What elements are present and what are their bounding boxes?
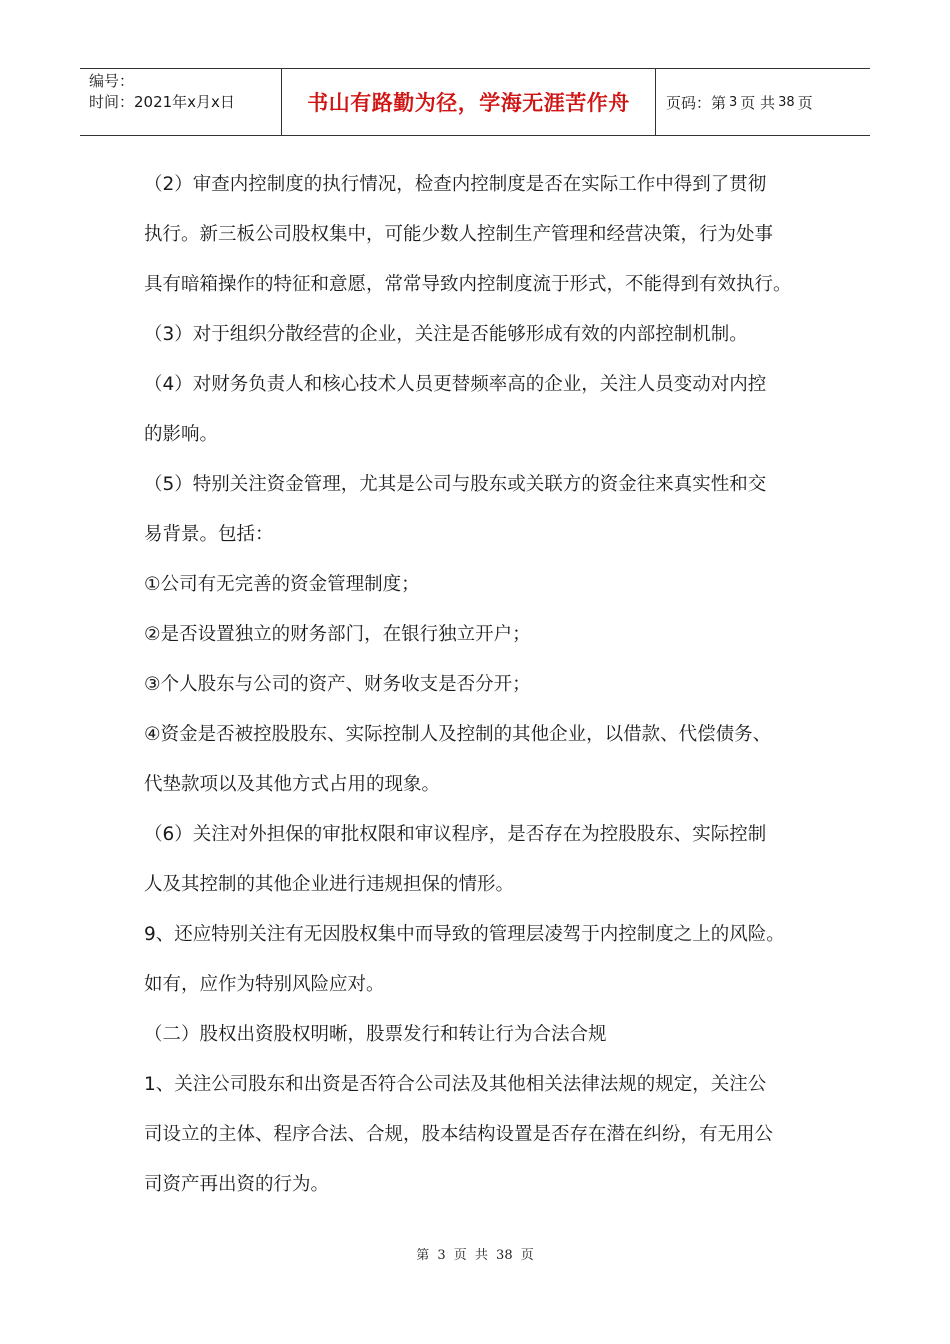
body-line: （2）审查内控制度的执行情况，检查内控制度是否在实际工作中得到了贯彻 [144, 174, 767, 195]
body-line: 代垫款项以及其他方式占用的现象。 [144, 774, 441, 795]
page-code-mid: 页 共 [740, 93, 776, 112]
body-line: （3）对于组织分散经营的企业，关注是否能够形成有效的内部控制机制。 [144, 324, 748, 345]
body-line: （5）特别关注资金管理，尤其是公司与股东或关联方的资金往来真实性和交 [144, 474, 767, 495]
motto-text: 书山有路勤为径，学海无涯苦作舟 [307, 90, 630, 115]
body-line: 的影响。 [144, 424, 219, 445]
header-meta-cell [80, 69, 282, 135]
list-item: ③个人股东与公司的资产、财务收支是否分开； [144, 674, 531, 695]
body-line: 司资产再出资的行为。 [144, 1174, 330, 1195]
body-line: 9、还应特别关注有无因股权集中而导致的管理层凌驾于内控制度之上的风险。 [144, 924, 785, 945]
page-code-current: 3 [729, 94, 738, 110]
body-line: 如有，应作为特别风险应对。 [144, 974, 385, 995]
page-code-prefix: 页码：第 [666, 93, 727, 112]
page-header [80, 68, 870, 136]
document-body [144, 160, 806, 1210]
body-line: 具有暗箱操作的特征和意愿，常常导致内控制度流于形式，不能得到有效执行。 [144, 274, 792, 295]
list-item: ①公司有无完善的资金管理制度； [144, 574, 420, 595]
document-date: 时间：2021年x月x日 [89, 93, 235, 111]
body-line: 1、关注公司股东和出资是否符合公司法及其他相关法律法规的规定，关注公 [144, 1074, 767, 1095]
header-motto-cell [282, 69, 656, 135]
body-line: 司设立的主体、程序合法、合规，股本结构设置是否存在潜在纠纷，有无用公 [144, 1124, 774, 1145]
page-code-suffix: 页 [797, 93, 813, 112]
page-footer: 第 3 页 共 38 页 [416, 1248, 534, 1263]
body-line: 执行。新三板公司股权集中，可能少数人控制生产管理和经营决策，行为处事 [144, 224, 774, 245]
page-code-total: 38 [778, 94, 795, 110]
body-line: 人及其控制的其他企业进行违规担保的情形。 [144, 874, 515, 895]
list-item: ②是否设置独立的财务部门，在银行独立开户； [144, 624, 531, 645]
body-line: （4）对财务负责人和核心技术人员更替频率高的企业，关注人员变动对内控 [144, 374, 767, 395]
body-line: 易背景。包括： [144, 524, 274, 545]
list-item: ④资金是否被控股股东、实际控制人及控制的其他企业，以借款、代偿债务、 [144, 724, 772, 745]
document-number-label: 编号： [89, 72, 135, 90]
header-page-code-cell [656, 69, 870, 135]
body-line: （6）关注对外担保的审批权限和审议程序，是否存在为控股股东、实际控制 [144, 824, 767, 845]
section-heading: （二）股权出资股权明晰，股票发行和转让行为合法合规 [144, 1024, 607, 1045]
